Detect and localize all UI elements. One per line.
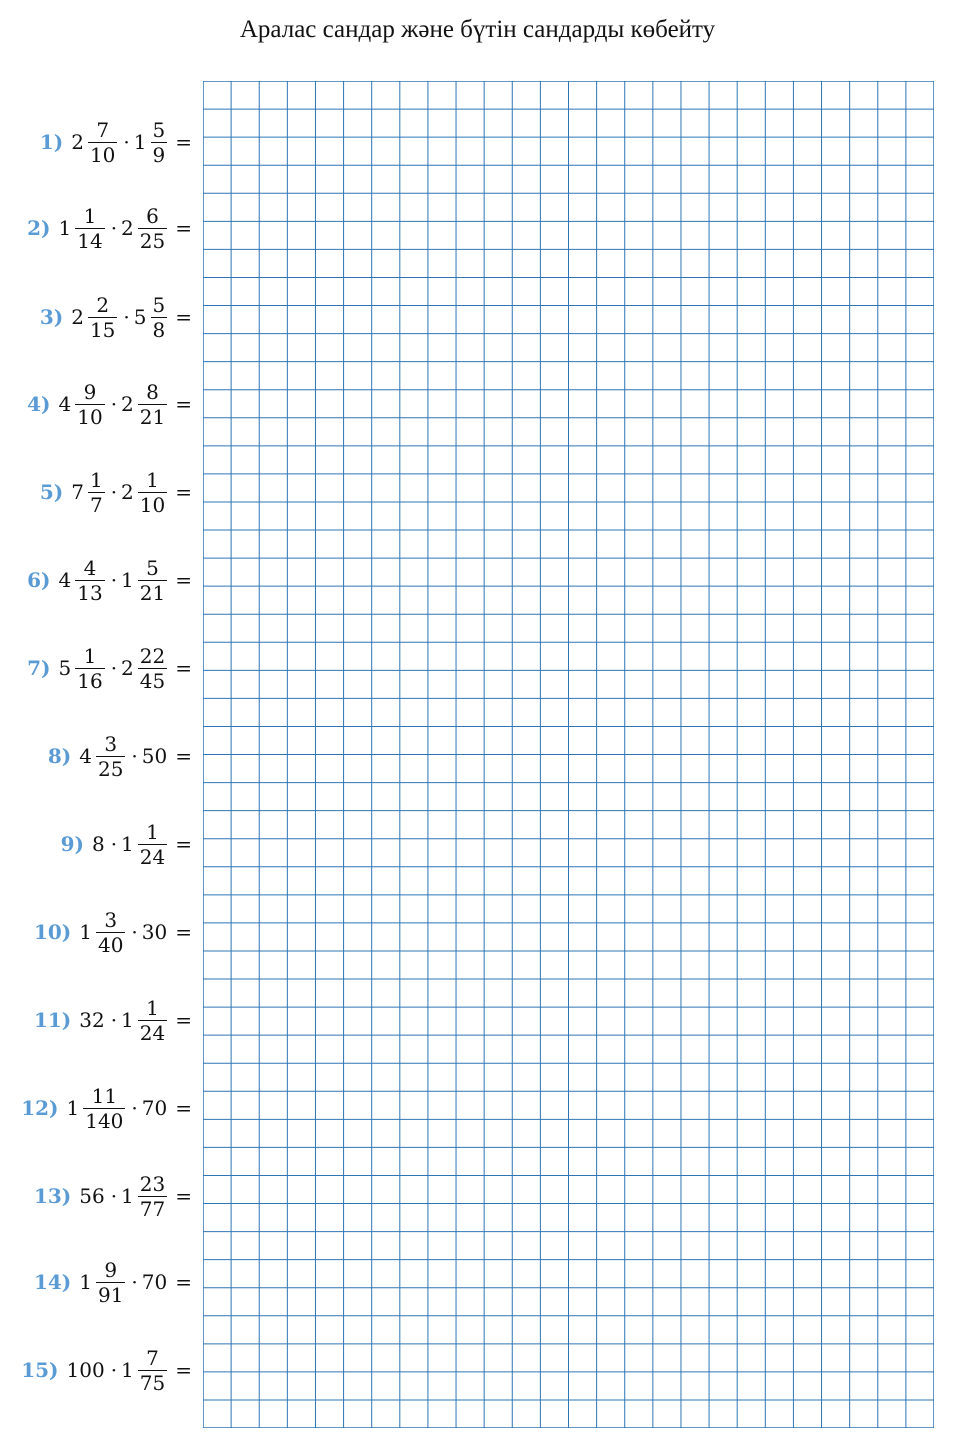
fraction — [96, 1258, 125, 1307]
whole-part: 4 — [79, 744, 92, 768]
whole-part: 8 — [91, 832, 105, 856]
problem-number: 7) — [27, 656, 51, 680]
problem-item — [40, 112, 192, 172]
whole-part: 1 — [121, 1358, 134, 1382]
denominator: 7 — [89, 492, 103, 517]
fraction — [138, 1172, 167, 1221]
denominator: 21 — [139, 404, 166, 429]
equals-sign: = — [175, 1270, 192, 1294]
whole-part: 2 — [121, 216, 134, 240]
denominator: 75 — [139, 1370, 166, 1395]
denominator: 8 — [152, 317, 166, 342]
numerator: 3 — [104, 731, 118, 756]
numerator: 1 — [146, 467, 159, 492]
denominator: 25 — [139, 228, 166, 253]
times-sign: · — [110, 392, 118, 416]
times-sign: · — [131, 744, 138, 768]
problem-expression — [59, 204, 193, 253]
fraction — [75, 644, 104, 693]
whole-part: 1 — [121, 1008, 134, 1032]
whole-part: 2 — [121, 656, 134, 680]
whole-part: 32 — [79, 1008, 105, 1032]
numerator: 11 — [91, 1083, 118, 1108]
equals-sign: = — [175, 1008, 192, 1032]
whole-part: 70 — [141, 1270, 168, 1294]
times-sign: · — [110, 1008, 118, 1032]
numerator: 3 — [104, 907, 118, 932]
whole-part: 30 — [141, 920, 168, 944]
whole-part: 1 — [58, 216, 72, 240]
fraction — [88, 293, 117, 342]
problem-expression — [79, 732, 192, 781]
denominator: 25 — [97, 756, 124, 781]
numerator: 1 — [83, 203, 97, 228]
whole-part: 4 — [58, 392, 72, 416]
times-sign: · — [110, 832, 118, 856]
whole-part: 2 — [121, 480, 134, 504]
denominator: 10 — [139, 492, 166, 517]
problem-item — [40, 287, 192, 347]
fraction — [75, 380, 104, 429]
problem-expression — [59, 644, 193, 693]
denominator: 21 — [139, 580, 166, 605]
whole-part: 5 — [58, 656, 72, 680]
fraction — [138, 556, 167, 605]
problem-expression — [79, 1258, 192, 1307]
whole-part: 70 — [141, 1096, 168, 1120]
fraction — [138, 644, 167, 693]
problem-item — [34, 902, 192, 962]
numerator: 5 — [152, 292, 166, 317]
problem-expression — [79, 996, 192, 1045]
whole-part: 1 — [133, 130, 147, 154]
numerator: 5 — [146, 555, 159, 580]
whole-part: 1 — [121, 832, 134, 856]
numerator: 23 — [139, 1171, 166, 1196]
problem-item — [48, 726, 192, 786]
problem-item — [27, 374, 192, 434]
numerator: 4 — [83, 555, 97, 580]
numerator: 7 — [146, 1345, 159, 1370]
problem-number: 12) — [21, 1096, 59, 1120]
numerator: 22 — [139, 643, 166, 668]
fraction — [138, 204, 167, 253]
numerator: 1 — [89, 467, 103, 492]
problem-expression — [92, 820, 192, 869]
problem-item — [40, 462, 192, 522]
times-sign: · — [110, 1358, 118, 1382]
equals-sign: = — [175, 392, 192, 416]
times-sign: · — [131, 1096, 138, 1120]
times-sign: · — [110, 568, 118, 592]
problem-expression — [59, 556, 193, 605]
times-sign: · — [110, 480, 118, 504]
numerator: 6 — [146, 203, 159, 228]
times-sign: · — [131, 920, 138, 944]
numerator: 2 — [96, 292, 110, 317]
numerator: 8 — [146, 379, 159, 404]
problem-number: 14) — [33, 1270, 72, 1294]
denominator: 40 — [97, 932, 124, 957]
problem-item — [34, 1252, 192, 1312]
problem-number: 5) — [39, 480, 64, 504]
numerator: 1 — [146, 819, 159, 844]
problem-expression — [79, 1172, 192, 1221]
denominator: 13 — [77, 580, 103, 605]
numerator: 7 — [96, 117, 110, 142]
whole-part: 1 — [121, 1184, 134, 1208]
problem-expression — [67, 1346, 193, 1395]
fraction — [75, 204, 104, 253]
fraction — [151, 118, 168, 167]
numerator: 1 — [146, 995, 159, 1020]
answer-grid[interactable] — [203, 81, 934, 1428]
equals-sign: = — [175, 1096, 192, 1120]
whole-part: 1 — [79, 920, 92, 944]
equals-sign: = — [175, 1358, 192, 1382]
times-sign: · — [110, 1184, 118, 1208]
fraction — [88, 118, 117, 167]
fraction — [138, 468, 167, 517]
fraction — [138, 380, 167, 429]
numerator: 1 — [83, 643, 97, 668]
problem-item — [27, 638, 192, 698]
equals-sign: = — [175, 1184, 192, 1208]
whole-part: 50 — [141, 744, 168, 768]
numerator: 5 — [152, 117, 166, 142]
denominator: 9 — [152, 142, 166, 167]
whole-part: 1 — [79, 1270, 92, 1294]
numerator: 9 — [104, 1257, 118, 1282]
problem-number: 1) — [39, 130, 64, 154]
denominator: 45 — [139, 668, 166, 693]
fraction — [75, 556, 104, 605]
problem-number: 15) — [21, 1358, 59, 1382]
problem-item — [21, 1340, 192, 1400]
equals-sign: = — [175, 130, 192, 154]
whole-part: 56 — [79, 1184, 105, 1208]
fraction — [138, 1346, 167, 1395]
equals-sign: = — [175, 216, 192, 240]
problem-number: 9) — [60, 832, 84, 856]
times-sign: · — [123, 130, 130, 154]
equals-sign: = — [175, 656, 192, 680]
denominator: 140 — [85, 1108, 124, 1133]
equals-sign: = — [175, 744, 192, 768]
whole-part: 2 — [71, 305, 84, 329]
problem-number: 13) — [33, 1184, 72, 1208]
whole-part: 5 — [133, 305, 147, 329]
problem-item — [34, 990, 192, 1050]
denominator: 91 — [97, 1282, 124, 1307]
problem-item — [61, 814, 192, 874]
times-sign: · — [123, 305, 130, 329]
numerator: 9 — [83, 379, 97, 404]
equals-sign: = — [175, 480, 192, 504]
fraction — [83, 1084, 125, 1133]
whole-part: 100 — [66, 1358, 105, 1382]
fraction — [151, 293, 168, 342]
equals-sign: = — [175, 305, 192, 329]
fraction — [96, 908, 125, 957]
problem-number: 10) — [33, 920, 72, 944]
denominator: 16 — [77, 668, 103, 693]
fraction — [138, 996, 167, 1045]
problem-expression — [67, 1084, 193, 1133]
denominator: 10 — [77, 404, 103, 429]
problem-number: 8) — [47, 744, 72, 768]
problem-expression — [79, 908, 192, 957]
equals-sign: = — [175, 920, 192, 944]
whole-part: 1 — [121, 568, 134, 592]
times-sign: · — [131, 1270, 138, 1294]
whole-part: 2 — [71, 130, 84, 154]
problem-expression — [71, 118, 192, 167]
denominator: 24 — [139, 844, 166, 869]
whole-part: 4 — [58, 568, 72, 592]
denominator: 15 — [89, 317, 116, 342]
problem-number: 6) — [27, 568, 51, 592]
problem-number: 3) — [39, 305, 64, 329]
page-title: Аралас сандар және бүтін сандарды көбейту — [239, 16, 716, 43]
whole-part: 7 — [71, 480, 84, 504]
problem-expression — [59, 380, 193, 429]
times-sign: · — [110, 216, 118, 240]
fraction — [88, 468, 105, 517]
problem-item — [34, 1166, 192, 1226]
denominator: 10 — [89, 142, 116, 167]
problem-item — [27, 550, 192, 610]
problem-list — [0, 0, 200, 1438]
denominator: 14 — [77, 228, 103, 253]
problem-expression — [71, 293, 192, 342]
equals-sign: = — [175, 568, 192, 592]
fraction — [96, 732, 125, 781]
fraction — [138, 820, 167, 869]
whole-part: 2 — [121, 392, 134, 416]
equals-sign: = — [175, 832, 192, 856]
whole-part: 1 — [66, 1096, 80, 1120]
problem-item — [27, 198, 192, 258]
times-sign: · — [110, 656, 118, 680]
problem-item — [21, 1078, 192, 1138]
problem-number: 2) — [27, 216, 51, 240]
denominator: 77 — [139, 1196, 166, 1221]
denominator: 24 — [139, 1020, 166, 1045]
problem-number: 11) — [33, 1008, 72, 1032]
problem-number: 4) — [27, 392, 51, 416]
problem-expression — [71, 468, 192, 517]
